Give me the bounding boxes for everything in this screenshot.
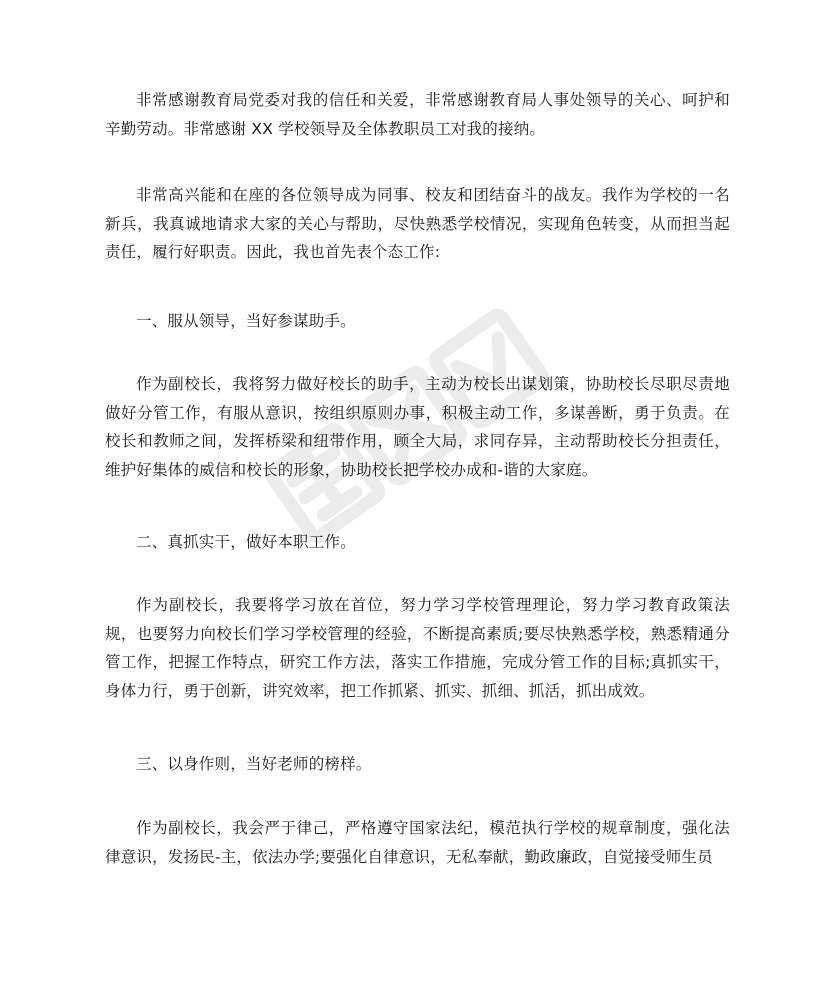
paragraph-point-one: 作为副校长，我将努力做好校长的助手，主动为校长出谋划策，协助校长尽职尽责地做好分管工作，有服从意识，按组织原则办事，积极主动工作，多谋善断，勇于负责。在校长和教师之间，发挥桥梁和纽带作用，顾全大局，求同存异，主动帮助校长分担责任，维护好集体的威信和校长的形象，协助校长把学校办成和-谐的大家庭。	[105, 375, 730, 479]
paragraph-introduction: 非常高兴能和在座的各位领导成为同事、校友和团结奋斗的战友。我作为学校的一名新兵，我真诚地请求大家的关心与帮助，尽快熟悉学校情况，实现角色转变，从而担当起责任，履行好职责。因此，我也首先表个态工作:	[105, 186, 730, 261]
paragraph-point-two: 作为副校长，我要将学习放在首位，努力学习学校管理理论，努力学习教育政策法规，也要努力向校长们学习学校管理的经验，不断提高素质;要尽快熟悉学校，熟悉精通分管工作，把握工作特点，研究工作方法，落实工作措施，完成分管工作的目标;真抓实干，身体力行，勇于创新，讲究效率，把工作抓紧、抓实、抓细、抓活，抓出成效。	[105, 596, 730, 700]
heading-point-three: 三、以身作则，当好老师的榜样。	[136, 755, 372, 773]
paragraph-thanks: 非常感谢教育局党委对我的信任和关爱，非常感谢教育局人事处领导的关心、呵护和辛勤劳动。非常感谢 XX 学校领导及全体教职员工对我的接纳。	[105, 91, 730, 138]
heading-point-two: 二、真抓实干，做好本职工作。	[136, 533, 356, 551]
heading-point-one: 一、服从领导，当好参谋助手。	[136, 312, 356, 330]
paragraph-point-three: 作为副校长，我会严于律己，严格遵守国家法纪，模范执行学校的规章制度，强化法律意识，发扬民-主，依法办学;要强化自律意识，无私奉献，勤政廉政，自觉接受师生员	[105, 819, 730, 866]
